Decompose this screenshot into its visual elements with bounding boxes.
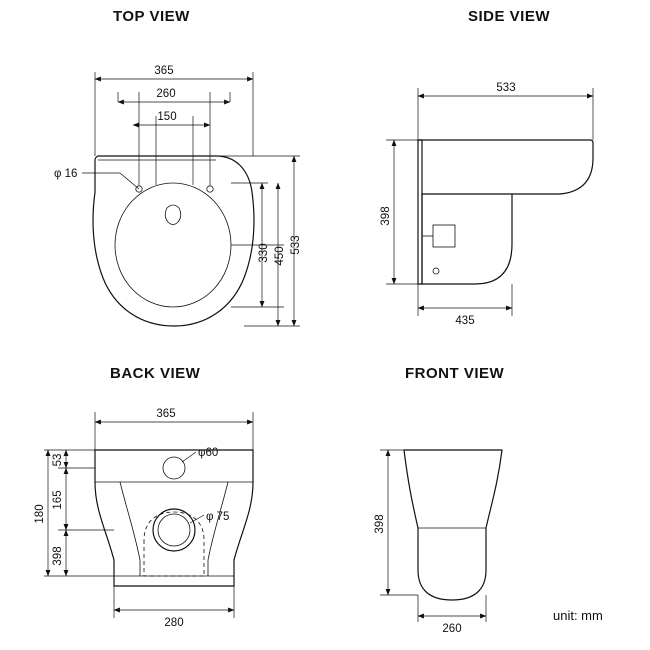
back-view-title: BACK VIEW	[110, 365, 201, 382]
top-view-title: TOP VIEW	[113, 8, 190, 25]
top-dim-365: 365	[154, 65, 174, 77]
unit-note: unit: mm	[553, 608, 603, 623]
back-dim-53: 53	[52, 453, 64, 467]
top-dim-phi16: φ 16	[54, 168, 78, 180]
top-dim-450: 450	[274, 246, 286, 266]
top-view-drawing	[10, 30, 340, 360]
front-dim-398: 398	[374, 514, 386, 534]
back-dim-365: 365	[156, 408, 176, 420]
side-dim-398: 398	[380, 206, 392, 226]
back-dim-398: 180	[34, 504, 46, 524]
side-dim-533: 533	[496, 82, 516, 94]
top-dim-260: 260	[156, 88, 176, 100]
back-dim-phi75: φ 75	[206, 511, 230, 523]
top-dim-533: 533	[290, 235, 302, 255]
side-dim-435: 435	[455, 315, 475, 327]
top-dim-150: 150	[157, 111, 177, 123]
back-dim-280: 280	[164, 617, 184, 629]
side-view-drawing	[360, 30, 640, 340]
front-view-title: FRONT VIEW	[405, 365, 505, 382]
side-view-title: SIDE VIEW	[468, 8, 551, 25]
front-dim-260: 260	[442, 623, 462, 635]
back-view-drawing	[10, 390, 340, 650]
top-dim-330: 330	[258, 243, 270, 263]
back-dim-180: 398	[52, 546, 64, 566]
back-dim-phi60: φ60	[198, 447, 219, 459]
back-dim-165: 165	[52, 490, 64, 510]
